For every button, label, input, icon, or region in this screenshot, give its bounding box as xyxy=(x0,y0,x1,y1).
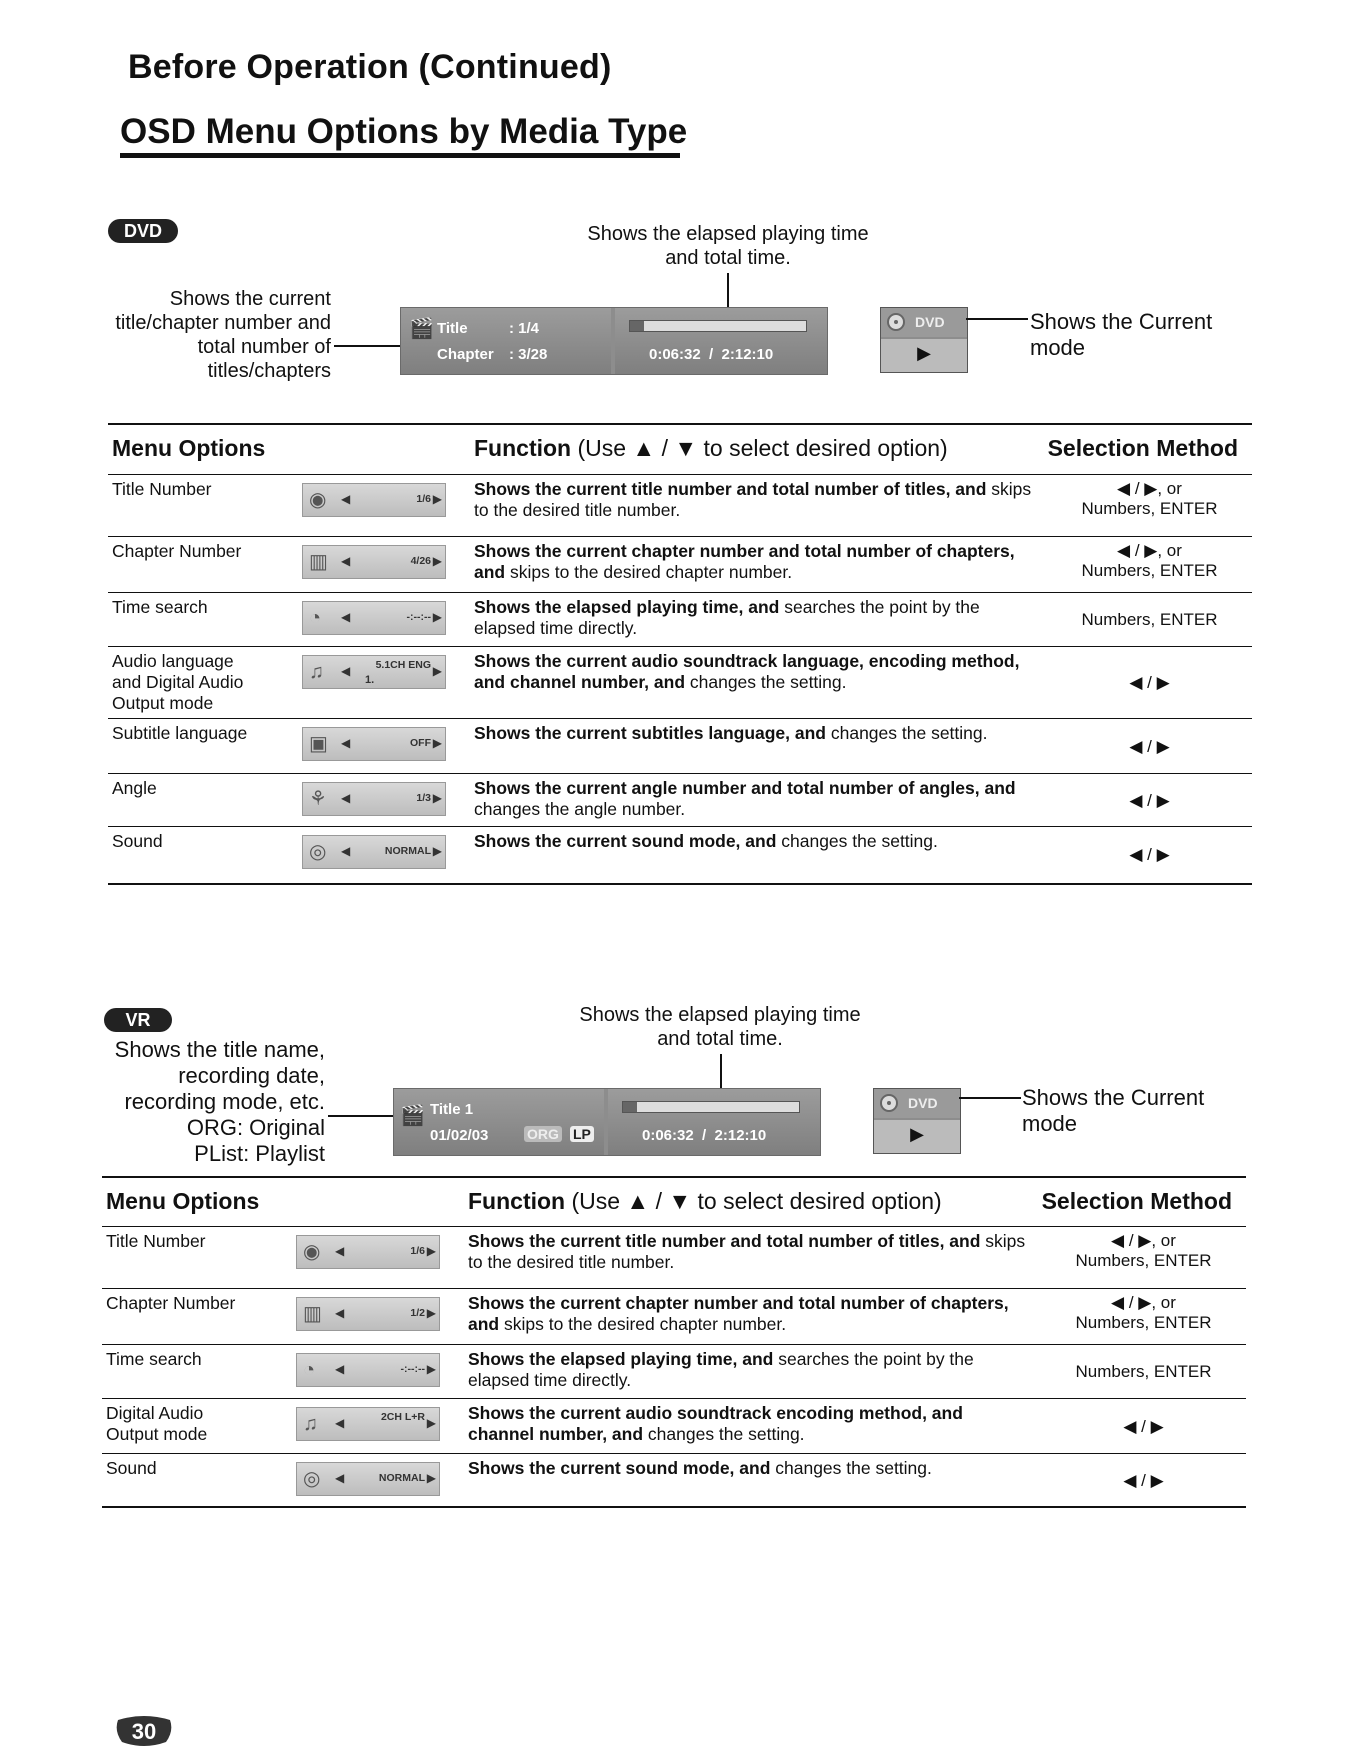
function-description: Shows the current angle number and total number of angles, and changes the angle number. xyxy=(474,778,1016,819)
menu-option-name: Angle xyxy=(112,778,157,798)
option-value: 1/6 xyxy=(410,1245,425,1257)
vr-mode-label: DVD xyxy=(908,1095,938,1111)
page-title: OSD Menu Options by Media Type xyxy=(120,112,688,151)
vr-osd-time: 0:06:32 / 2:12:10 xyxy=(642,1127,767,1144)
arrow-left-icon: ◀ xyxy=(335,1471,345,1485)
menu-option-name: Sound xyxy=(106,1458,157,1478)
arrow-left-icon: ◀ xyxy=(341,736,351,750)
function-description: Shows the current chapter number and total number of chapters, and skips to the desired chapter number. xyxy=(474,541,1015,582)
table-row xyxy=(102,1288,1246,1345)
disc-icon xyxy=(887,313,905,331)
vr-menu-table xyxy=(102,1176,1246,1508)
menu-option-name: Sound xyxy=(112,831,163,851)
function-description: Shows the current title number and total number of titles, and skips to the desired title number. xyxy=(474,479,1032,520)
disc-icon xyxy=(880,1094,898,1112)
arrow-left-icon: ◀ xyxy=(341,610,351,624)
arrow-left-icon: ◀ xyxy=(341,791,351,805)
col-selection-method: Selection Method xyxy=(1047,435,1238,461)
table-header xyxy=(108,423,1252,471)
table-row xyxy=(108,646,1252,719)
option-value: 4/26 xyxy=(410,555,431,567)
arrow-right-icon: ▶ xyxy=(432,610,442,624)
selection-method: ◀ / ▶, or Numbers, ENTER xyxy=(1081,479,1218,518)
dvd-callout-mode-line xyxy=(966,318,1028,320)
option-value: 1/2 xyxy=(410,1307,425,1319)
table-row xyxy=(108,773,1252,827)
dvd-callout-title: Shows the current title/chapter number and total number of titles/chapters xyxy=(115,288,331,382)
menu-option-name: Digital Audio Output mode xyxy=(106,1403,208,1444)
option-glyph-icon: ▥ xyxy=(309,551,328,573)
vr-osd-date: 01/02/03 xyxy=(430,1127,489,1144)
table-row xyxy=(108,536,1252,593)
dvd-callout-time: Shows the elapsed playing time and total time. xyxy=(587,223,869,269)
col-menu-options: Menu Options xyxy=(106,1188,260,1214)
option-value: 1/6 xyxy=(416,493,431,505)
table-row xyxy=(102,1453,1246,1507)
selection-method: ◀ / ▶ xyxy=(1123,1416,1164,1436)
table-row xyxy=(102,1398,1246,1454)
dvd-menu-table xyxy=(108,423,1252,885)
table-bottom-rule xyxy=(108,883,1252,885)
menu-option-name: Chapter Number xyxy=(106,1293,236,1313)
play-icon: ▶ xyxy=(874,1120,960,1153)
table-row xyxy=(108,474,1252,537)
table-row xyxy=(108,826,1252,883)
arrow-right-icon: ▶ xyxy=(432,791,442,805)
menu-option-name: Title Number xyxy=(106,1231,206,1251)
osd-option-icon xyxy=(302,835,446,869)
arrow-right-icon: ▶ xyxy=(426,1471,436,1485)
vr-callout-title: Shows the title name, recording date, recording mode, etc. ORG: Original PList: Playlist xyxy=(114,1037,325,1166)
dvd-callout-mode: Shows the Current mode xyxy=(1030,309,1213,360)
section-heading: Before Operation (Continued) xyxy=(128,48,612,86)
arrow-right-icon: ▶ xyxy=(432,664,442,678)
osd-option-icon xyxy=(296,1462,440,1496)
arrow-right-icon: ▶ xyxy=(426,1362,436,1376)
vr-osd-time-panel xyxy=(608,1089,820,1155)
clapper-icon: 🎬 xyxy=(409,318,434,340)
option-value: 1/3 xyxy=(416,792,431,804)
table-row xyxy=(102,1226,1246,1289)
function-description: Shows the current subtitles language, and changes the setting. xyxy=(474,723,988,743)
vr-callout-title-line xyxy=(328,1115,396,1117)
arrow-right-icon: ▶ xyxy=(432,844,442,858)
dvd-osd-time-panel xyxy=(615,308,827,374)
osd-option-icon xyxy=(302,727,446,761)
menu-option-name: Time search xyxy=(112,597,208,617)
selection-method: ◀ / ▶, or Numbers, ENTER xyxy=(1075,1293,1212,1332)
arrow-left-icon: ◀ xyxy=(335,1362,345,1376)
arrow-left-icon: ◀ xyxy=(341,554,351,568)
arrow-right-icon: ▶ xyxy=(432,492,442,506)
osd-option-icon xyxy=(296,1407,440,1441)
vr-callout-time: Shows the elapsed playing time and total time. xyxy=(579,1004,861,1050)
vr-osd-lp-badge: LP xyxy=(570,1126,594,1142)
dvd-osd-title-value: : 1/4 xyxy=(509,320,540,337)
osd-option-icon xyxy=(302,601,446,635)
menu-option-name: Audio language and Digital Audio Output mode xyxy=(112,651,244,713)
menu-option-name: Time search xyxy=(106,1349,202,1369)
vr-osd-bar xyxy=(393,1088,821,1156)
vr-osd-title-panel xyxy=(394,1089,604,1155)
arrow-left-icon: ◀ xyxy=(335,1416,345,1430)
dvd-osd-bar xyxy=(400,307,828,375)
table-bottom-rule xyxy=(102,1506,1246,1508)
dvd-osd-progress xyxy=(629,320,807,332)
dvd-osd-chapter-value: : 3/28 xyxy=(509,346,548,363)
vr-mode-indicator xyxy=(873,1088,961,1154)
function-description: Shows the elapsed playing time, and searches the point by the elapsed time directly. xyxy=(474,597,980,638)
col-menu-options: Menu Options xyxy=(112,435,266,461)
dvd-mode-top xyxy=(881,308,967,337)
arrow-right-icon: ▶ xyxy=(426,1306,436,1320)
osd-option-icon xyxy=(296,1235,440,1269)
option-glyph-icon: ▣ xyxy=(309,733,328,755)
selection-method: ◀ / ▶ xyxy=(1129,790,1170,810)
dvd-osd-title-panel xyxy=(401,308,611,374)
col-selection-method: Selection Method xyxy=(1041,1188,1232,1214)
option-glyph-icon: ◔ xyxy=(309,607,322,629)
vr-osd-org-badge: ORG xyxy=(524,1126,562,1142)
function-description: Shows the current title number and total number of titles, and skips to the desired title number. xyxy=(468,1231,1026,1272)
function-description: Shows the current chapter number and total number of chapters, and skips to the desired chapter number. xyxy=(468,1293,1009,1334)
vr-mode-top xyxy=(874,1089,960,1118)
selection-method: ◀ / ▶ xyxy=(1123,1470,1164,1490)
option-value: OFF xyxy=(410,737,431,749)
selection-method: Numbers, ENTER xyxy=(1081,610,1218,629)
option-value: -:--:-- xyxy=(406,611,431,623)
option-glyph-icon: ♫ xyxy=(303,1413,318,1435)
option-value: NORMAL xyxy=(378,1472,425,1484)
table-header xyxy=(102,1176,1246,1224)
option-glyph-icon: ♫ xyxy=(309,661,324,683)
option-value: 2CH L+R xyxy=(380,1411,425,1423)
arrow-right-icon: ▶ xyxy=(426,1416,436,1430)
option-glyph-icon: ◎ xyxy=(309,841,327,863)
arrow-left-icon: ◀ xyxy=(341,492,351,506)
menu-option-name: Title Number xyxy=(112,479,212,499)
osd-option-icon xyxy=(302,483,446,517)
vr-osd-title: Title 1 xyxy=(430,1101,474,1118)
dvd-osd-time: 0:06:32 / 2:12:10 xyxy=(649,346,774,363)
arrow-left-icon: ◀ xyxy=(335,1244,345,1258)
option-value: -:--:-- xyxy=(400,1363,425,1375)
menu-option-name: Chapter Number xyxy=(112,541,242,561)
arrow-left-icon: ◀ xyxy=(335,1306,345,1320)
play-icon: ▶ xyxy=(881,339,967,372)
page-number: 30 xyxy=(131,1719,157,1744)
option-value: 5.1CH ENG xyxy=(375,659,431,671)
selection-method: ◀ / ▶ xyxy=(1129,673,1170,692)
table-row xyxy=(102,1344,1246,1399)
osd-option-icon xyxy=(302,782,446,816)
arrow-left-icon: ◀ xyxy=(341,664,351,678)
vr-callout-mode: Shows the Current mode xyxy=(1022,1085,1205,1136)
arrow-right-icon: ▶ xyxy=(432,736,442,750)
function-description: Shows the current audio soundtrack language, encoding method, and channel number, and changes the setting. xyxy=(474,651,1020,692)
vr-badge: VR xyxy=(104,1008,172,1032)
arrow-left-icon: ◀ xyxy=(341,844,351,858)
vr-callout-mode-line xyxy=(959,1097,1021,1099)
osd-option-icon xyxy=(296,1353,440,1387)
dvd-callout-title-line xyxy=(334,345,404,347)
function-description: Shows the elapsed playing time, and searches the point by the elapsed time directly. xyxy=(468,1349,974,1390)
page-number-badge xyxy=(112,1714,176,1748)
osd-option-icon xyxy=(302,545,446,579)
arrow-right-icon: ▶ xyxy=(426,1244,436,1258)
menu-option-name: Subtitle language xyxy=(112,723,248,743)
clapper-icon: 🎬 xyxy=(400,1105,425,1127)
selection-method: ◀ / ▶ xyxy=(1129,736,1170,756)
dvd-mode-label: DVD xyxy=(915,314,945,330)
function-description: Shows the current sound mode, and changes the setting. xyxy=(474,831,938,851)
title-underline xyxy=(120,153,680,158)
table-row xyxy=(108,592,1252,647)
option-value: NORMAL xyxy=(384,845,431,857)
option-glyph-icon: ▥ xyxy=(303,1303,322,1325)
dvd-osd-chapter-label: Chapter xyxy=(437,346,494,363)
arrow-right-icon: ▶ xyxy=(432,554,442,568)
option-mid-value: 1. xyxy=(365,674,375,686)
function-description: Shows the current sound mode, and changes the setting. xyxy=(468,1458,932,1478)
col-function: Function (Use ▲ / ▼ to select desired option) xyxy=(468,1188,942,1214)
selection-method: Numbers, ENTER xyxy=(1075,1362,1212,1381)
osd-option-icon xyxy=(302,655,446,689)
option-glyph-icon: ◔ xyxy=(303,1359,316,1381)
dvd-mode-indicator xyxy=(880,307,968,373)
osd-option-icon xyxy=(296,1297,440,1331)
option-glyph-icon: ◎ xyxy=(303,1468,321,1490)
option-glyph-icon: ◉ xyxy=(309,489,327,511)
dvd-badge: DVD xyxy=(108,219,178,243)
vr-osd-progress xyxy=(622,1101,800,1113)
selection-method: ◀ / ▶, or Numbers, ENTER xyxy=(1081,541,1218,580)
selection-method: ◀ / ▶ xyxy=(1129,845,1170,864)
dvd-osd-title-label: Title xyxy=(437,320,468,337)
selection-method: ◀ / ▶, or Numbers, ENTER xyxy=(1075,1231,1212,1270)
col-function: Function (Use ▲ / ▼ to select desired option) xyxy=(474,435,948,461)
option-glyph-icon: ◉ xyxy=(303,1241,321,1263)
option-glyph-icon: ⚘ xyxy=(309,788,327,810)
function-description: Shows the current audio soundtrack encoding method, and channel number, and changes the setting. xyxy=(468,1403,963,1444)
table-row xyxy=(108,718,1252,774)
